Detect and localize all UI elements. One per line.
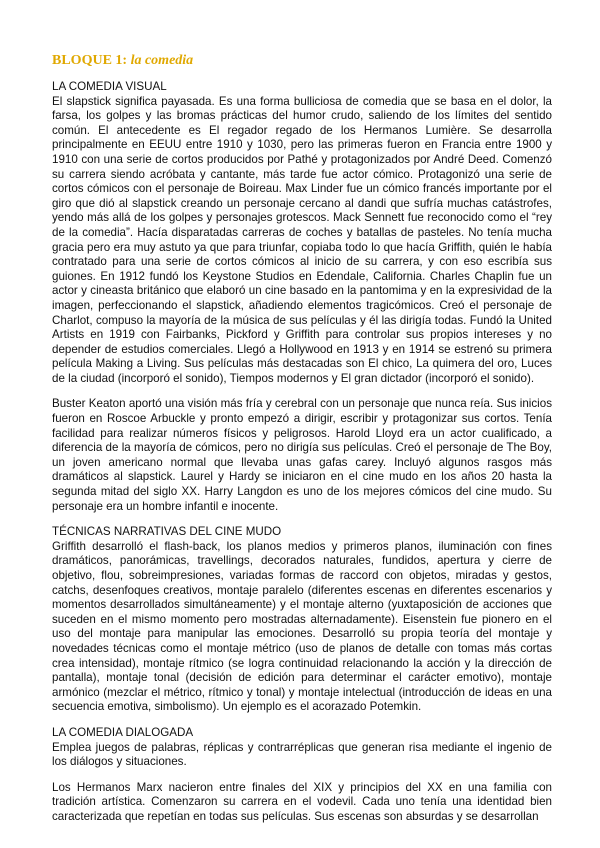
block-label: BLOQUE 1: [52, 53, 128, 68]
paragraph: El slapstick significa payasada. Es una forma bulliciosa de comedia que se basa en el dolor, la farsa, los golpes y las bromas prácticas del humor crudo, saliendo de los límites del sentido común. El antecedente es El regador regado de los Hermanos Lumière. Se desarrolla principalmente en EEUU entre 1910 y 1030, pero las primeras fueron en Francia entre 1900 y 1910 con una serie de cortos producidos por Pathé y protagonizados por André Deed. Comenzó su carrera siendo acróbata y cantante, más tarde fue actor cómico. Protagonizó una serie de cortos cómicos con el personaje de Boireau. Max Linder fue un cómico francés importante por el giro que dió al slapstick creando un personaje cercano al dandi que sufría muchas catástrofes, yendo más allá de los golpes y personajes grotescos. Mack Sennett fue reconocido como el “rey de la comedia”. Hacía disparatadas carreras de coches y batallas de pasteles. No tenía mucha gracia pero era muy astuto ya que para triunfar, copiaba todo lo que hacía Griffith, quién le había contratado para una serie de cortos cómicos al inicio de su carrera, y con eso escribía sus guiones. En 1912 fundó los Keystone Studios en Edendale, California. Charles Chaplin fue un actor y cineasta británico que elaboró un cine basado en la pantomima y en la expresividad de la imagen, perfeccionando el slapstick, añadiendo elementos tragicómicos. Creó el personaje de Charlot, compuso la mayoría de la música de sus películas y él las dirigía todas. Fundó la United Artists en 1919 con Fairbanks, Pickford y Griffith para controlar sus propios intereses y no depender de estudios comerciales. Llegó a Hollywood en 1913 y en 1914 se estrenó su primera película Making a Living. Sus películas más destacadas son El chico, La quimera del oro, Luces de la ciudad (incorporó el sonido), Tiempos modernos y El gran dictador (incorporó el sonido). [52, 94, 552, 385]
section-title: LA COMEDIA DIALOGADA [52, 725, 194, 739]
block-topic: la comedia [130, 53, 194, 68]
section-tecnicas-narrativas [52, 525, 552, 715]
paragraph: Los Hermanos Marx nacieron entre finales del XIX y principios del XX en una familia con tradición artística. Comenzaron su carrera en el vodevil. Cada uno tenía una identidad bien caracterizada que repetían en todas sus películas. Sus escenas son absurdas y se desarrollan [52, 780, 552, 823]
paragraph: Emplea juegos de palabras, réplicas y contrarréplicas que generan risa mediante el ingenio de los diálogos y situaciones. [52, 740, 552, 769]
section-title: LA COMEDIA VISUAL [52, 80, 167, 93]
paragraph: Buster Keaton aportó una visión más fría y cerebral con un personaje que nunca reía. Sus inicios fueron en Roscoe Arbuckle y pronto empezó a dirigir, escribir y protagonizar sus cortos. Tenía facilidad para realizar números físicos y peligrosos. Harold Lloyd era un actor cualificado, a diferencia de la mayoría de cómicos, pero no dirigía sus películas. Creó el personaje de The Boy, un joven americano normal que llevaba unas gafas carey. Incluyó algunos rasgos más dramáticos al slapstick. Laurel y Hardy se iniciaron en el cine mudo en los años 20 hasta la segunda mitad del siglo XX. Harry Langdon es uno de los mejores cómicos del cine mudo. Su personaje era un hombre infantil e inocente. [52, 397, 552, 513]
block-title [52, 52, 552, 70]
section-comedia-visual [52, 80, 552, 514]
section-title: TÉCNICAS NARRATIVAS DEL CINE MUDO [52, 525, 282, 539]
paragraph: Griffith desarrolló el flash-back, los planos medios y primeros planos, iluminación con fines dramáticos, panorámicas, travellings, decorados naturales, fundidos, apertura y cierre de objetivo, flou, sobreimpresiones, variadas formas de raccord con objetos, miradas y gestos, catchs, desenfoques creativos, montaje paralelo (diferentes escenas en diferentes escenarios y momentos desarrollados simultáneamente) y el montaje alterno (yuxtaposición de acciones que suceden en el mismo momento pero mostradas alternadamente). Eisenstein fue pionero en el uso del montaje para manipular las emociones. Desarrolló su propia teoría del montaje y novedades técnicas como el montaje métrico (uso de planos de detalle con tomas más cortas crea intensidad), montaje rítmico (se logra continuidad relacionando la acción y la dirección de pantalla), montaje tonal (decisión de edición para determinar el carácter emotivo), montaje armónico (mezclar el métrico, rítmico y tonal) y montaje intelectual (introducción de ideas en una secuencia emotiva, simbolismo). Un ejemplo es el acorazado Potemkin. [52, 539, 552, 714]
section-comedia-dialogada [52, 726, 552, 825]
